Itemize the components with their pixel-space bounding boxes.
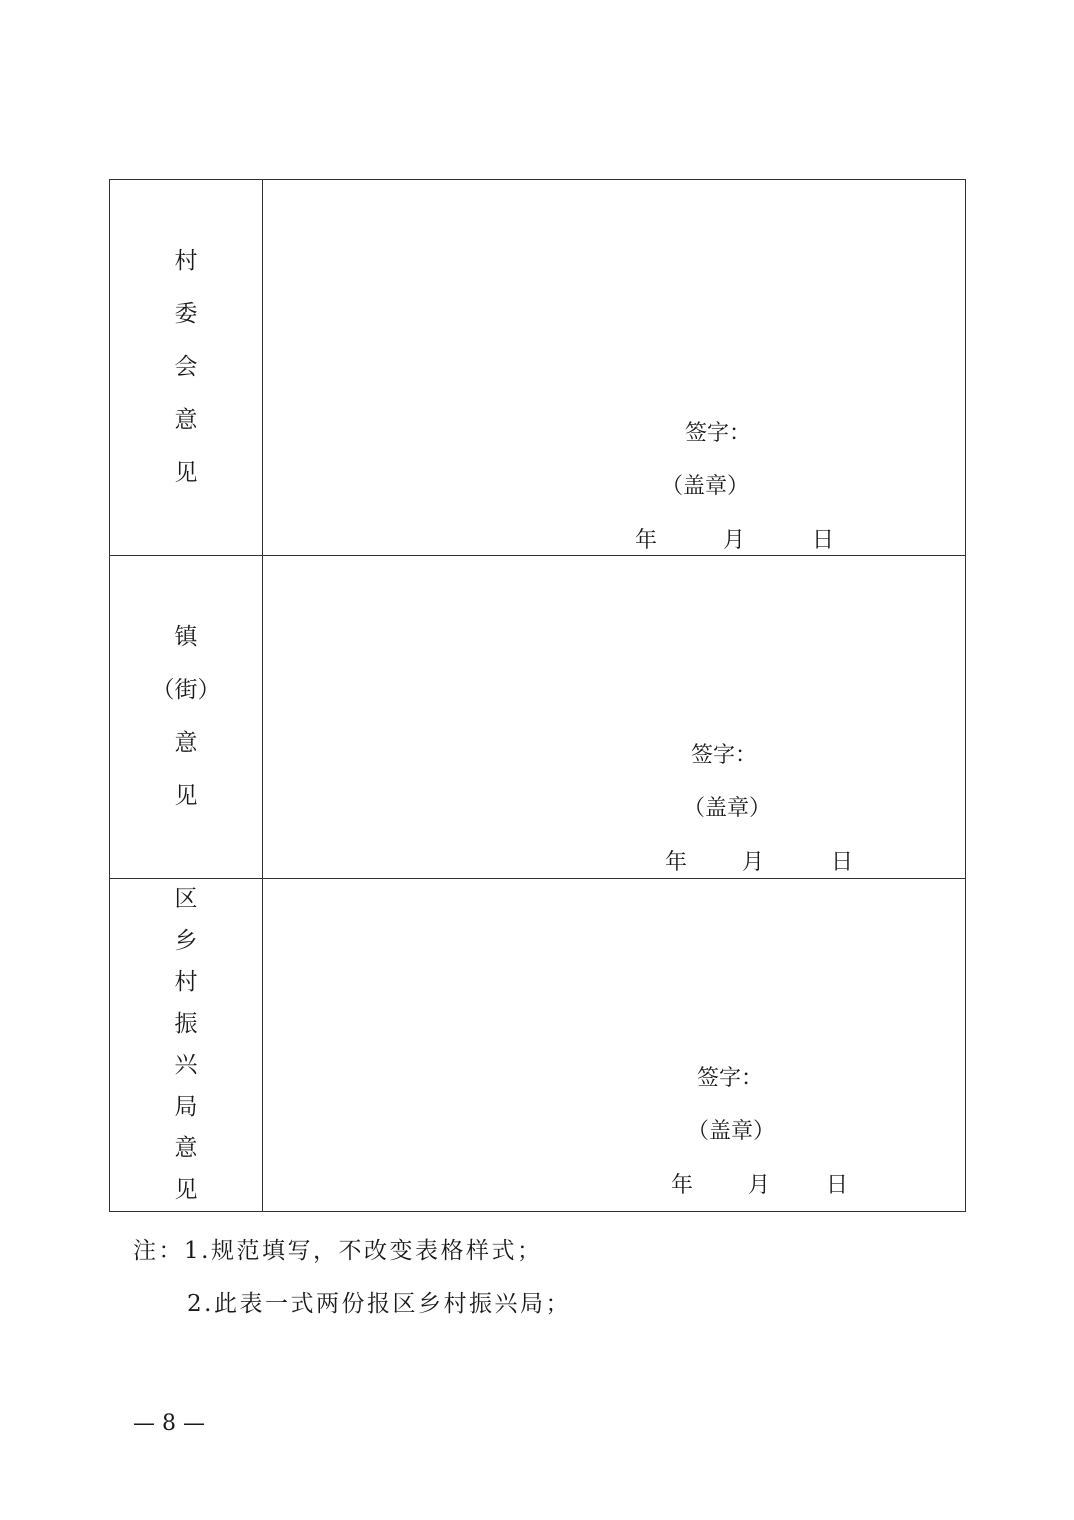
seal-label: （盖章） xyxy=(661,474,750,499)
date-month-label: 月 xyxy=(748,1173,771,1198)
date-month-label: 月 xyxy=(723,528,746,553)
rural-revitalization-label xyxy=(110,879,262,1211)
date-year-label: 年 xyxy=(635,528,658,553)
note-line-2: 2.此表一式两份报区乡村振兴局； xyxy=(187,1291,571,1317)
label-char: （街） xyxy=(151,677,221,703)
seal-label: （盖章） xyxy=(687,1119,776,1144)
signature-label: 签字： xyxy=(691,743,758,768)
label-char: 见 xyxy=(174,460,198,486)
date-year-label: 年 xyxy=(671,1173,694,1198)
page-number: — 8 — xyxy=(133,1411,205,1436)
label-char: 振 xyxy=(174,1010,198,1037)
date-month-label: 月 xyxy=(742,850,765,875)
seal-label: （盖章） xyxy=(683,796,772,821)
date-year-label: 年 xyxy=(665,850,688,875)
label-char: 意 xyxy=(174,730,198,756)
label-char: 见 xyxy=(174,1176,198,1203)
label-char: 村 xyxy=(174,248,198,274)
label-char: 兴 xyxy=(174,1052,198,1078)
label-char: 区 xyxy=(174,886,198,912)
village-committee-row xyxy=(110,180,966,556)
signature-label: 签字： xyxy=(697,1066,764,1091)
rural-revitalization-opinion-field[interactable] xyxy=(263,879,966,1212)
town-row xyxy=(110,556,966,879)
date-day-label: 日 xyxy=(812,528,835,553)
label-char: 见 xyxy=(174,783,198,809)
approval-form-table xyxy=(109,179,966,1212)
rural-revitalization-label-cell xyxy=(110,879,263,1212)
village-committee-label-cell xyxy=(110,180,263,556)
date-day-label: 日 xyxy=(831,850,854,875)
town-label-cell xyxy=(110,556,263,879)
label-char: 委 xyxy=(174,301,198,327)
town-opinion-field[interactable] xyxy=(263,556,966,879)
village-committee-label xyxy=(110,235,262,500)
signature-label: 签字： xyxy=(685,421,752,446)
label-char: 意 xyxy=(174,407,198,433)
rural-revitalization-row xyxy=(110,879,966,1212)
label-char: 村 xyxy=(174,969,198,995)
village-committee-opinion-field[interactable] xyxy=(263,180,966,556)
date-day-label: 日 xyxy=(826,1173,849,1198)
label-char: 意 xyxy=(174,1135,198,1161)
label-char: 乡 xyxy=(174,927,198,954)
note-line-1: 注：1.规范填写，不改变表格样式； xyxy=(133,1238,543,1264)
label-char: 会 xyxy=(174,354,198,380)
label-char: 镇 xyxy=(174,624,198,650)
label-char: 局 xyxy=(174,1093,198,1120)
town-label xyxy=(110,611,262,823)
